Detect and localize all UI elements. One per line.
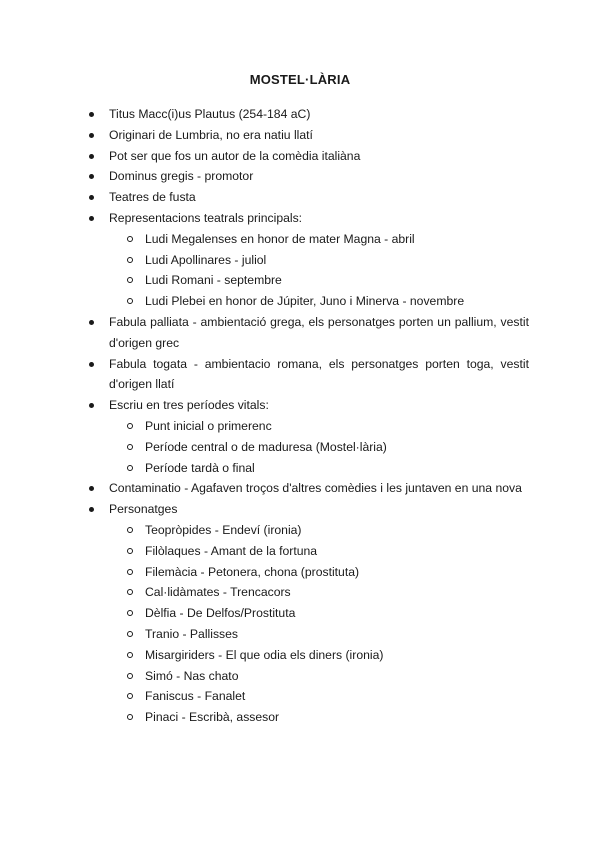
main-bullet-list xyxy=(0,104,600,728)
list-item xyxy=(0,208,600,312)
list-item-text: Titus Macc(i)us Plautus (254-184 aC) xyxy=(109,107,311,121)
list-item xyxy=(0,187,600,208)
list-item-text: Personatges xyxy=(109,502,178,517)
list-item xyxy=(0,125,600,146)
list-item-text: Teatres de fusta xyxy=(109,190,196,205)
list-item xyxy=(0,499,600,728)
sub-list-item: Pinaci - Escribà, assesor xyxy=(109,707,529,728)
sub-list-item: Període central o de maduresa (Mostel·lària) xyxy=(109,437,529,458)
list-item-text: Representacions teatrals principals: xyxy=(109,210,303,225)
list-item xyxy=(0,478,600,499)
sub-list-item: Ludi Plebei en honor de Júpiter, Juno i Minerva - novembre xyxy=(109,291,529,312)
sub-list-item: Període tardà o final xyxy=(109,458,529,479)
sub-list-item: Ludi Romani - septembre xyxy=(109,270,529,291)
list-item xyxy=(0,166,600,187)
list-item-text: Dominus gregis - promotor xyxy=(109,169,254,184)
list-item-text: Originari de Lumbria, no era natiu llatí xyxy=(109,127,313,142)
list-item xyxy=(0,354,600,396)
sub-list-item: Ludi Apollinares - juliol xyxy=(109,250,529,271)
sub-list-item: Filòlaques - Amant de la fortuna xyxy=(109,541,529,562)
sub-list-item: Simó - Nas chato xyxy=(109,666,529,687)
list-item-text: Fabula palliata - ambientació grega, els personatges porten un pallium, vestit d'origen grec xyxy=(109,314,529,350)
list-item-text: Pot ser que fos un autor de la comèdia italiàna xyxy=(109,148,361,163)
sub-list-item: Punt inicial o primerenc xyxy=(109,416,529,437)
page-title: MOSTEL·LÀRIA xyxy=(249,72,351,87)
sub-list-item: Ludi Megalenses en honor de mater Magna - abril xyxy=(109,229,529,250)
list-item xyxy=(0,312,600,354)
sub-list-item: Teopròpides - Endeví (ironia) xyxy=(109,520,529,541)
sub-list-item: Filemàcia - Petonera, chona (prostituta) xyxy=(109,562,529,583)
sub-list-item: Cal·lidàmates - Trencacors xyxy=(109,582,529,603)
list-item xyxy=(0,146,600,167)
sub-list-item: Misargiriders - El que odia els diners (ironia) xyxy=(109,645,529,666)
list-item-text: Escriu en tres períodes vitals: xyxy=(109,398,269,413)
sub-list-periods xyxy=(109,416,529,478)
list-item xyxy=(0,104,600,125)
sub-list-festivals xyxy=(109,229,529,312)
list-item-text: Fabula togata - ambientacio romana, els personatges porten toga, vestit d'origen llatí xyxy=(109,356,529,392)
sub-list-characters xyxy=(109,520,529,728)
list-item-text: Contaminatio - Agafaven troços d'altres comèdies i les juntaven en una nova xyxy=(109,481,522,496)
sub-list-item: Dèlfia - De Delfos/Prostituta xyxy=(109,603,529,624)
sub-list-item: Faniscus - Fanalet xyxy=(109,686,529,707)
list-item xyxy=(0,395,600,478)
sub-list-item: Tranio - Pallisses xyxy=(109,624,529,645)
